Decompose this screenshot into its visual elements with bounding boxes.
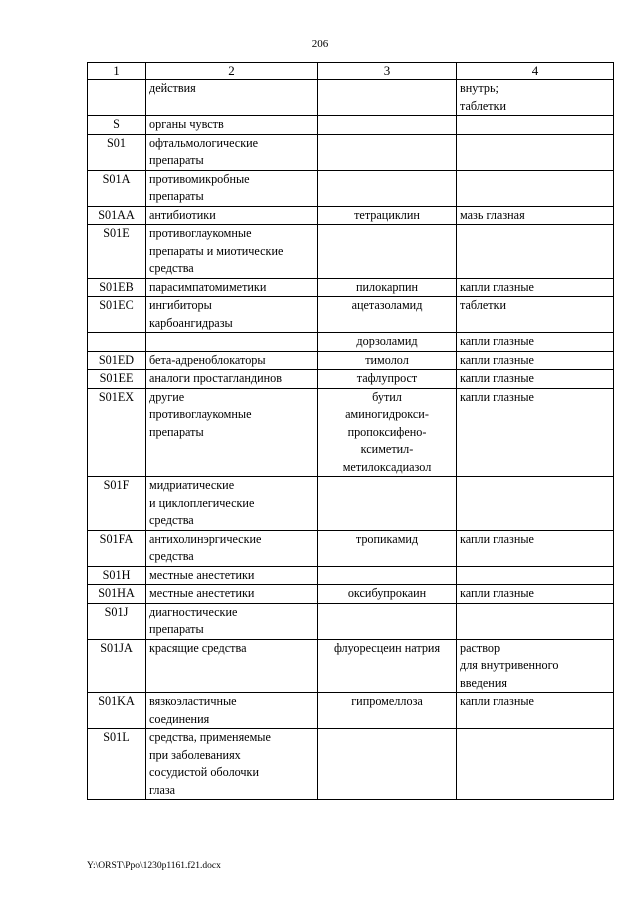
drug-name-cell: бутил аминогидрокси- пропоксифено- ксиметил- метилоксадиазол — [318, 388, 457, 477]
column-header-1: 1 — [88, 63, 146, 80]
group-name-cell: действия — [146, 80, 318, 116]
column-header-3: 3 — [318, 63, 457, 80]
atc-code-cell: S01ED — [88, 351, 146, 370]
dosage-form-cell: капли глазные — [457, 585, 614, 604]
atc-code-cell: S01JA — [88, 639, 146, 693]
group-name-cell: мидриатические и циклоплегические средства — [146, 477, 318, 531]
atc-code-cell: S01 — [88, 134, 146, 170]
table-row — [88, 477, 614, 531]
dosage-form-cell — [457, 134, 614, 170]
dosage-form-cell — [457, 170, 614, 206]
drug-name-cell — [318, 477, 457, 531]
table-row — [88, 693, 614, 729]
group-name-cell: антибиотики — [146, 206, 318, 225]
drug-name-cell — [318, 80, 457, 116]
drug-name-cell: оксибупрокаин — [318, 585, 457, 604]
group-name-cell: местные анестетики — [146, 566, 318, 585]
table-row — [88, 116, 614, 135]
dosage-form-cell: мазь глазная — [457, 206, 614, 225]
drug-name-cell — [318, 566, 457, 585]
dosage-form-cell — [457, 566, 614, 585]
dosage-form-cell: капли глазные — [457, 370, 614, 389]
group-name-cell: офтальмологические препараты — [146, 134, 318, 170]
group-name-cell: диагностические препараты — [146, 603, 318, 639]
dosage-form-cell: капли глазные — [457, 278, 614, 297]
table-row — [88, 566, 614, 585]
drug-name-cell: гипромеллоза — [318, 693, 457, 729]
atc-code-cell: S01E — [88, 225, 146, 279]
group-name-cell: органы чувств — [146, 116, 318, 135]
page-number: 206 — [311, 38, 329, 50]
group-name-cell: вязкоэластичные соединения — [146, 693, 318, 729]
dosage-form-cell — [457, 603, 614, 639]
table-row — [88, 225, 614, 279]
table-row — [88, 333, 614, 352]
drug-name-cell: флуоресцеин натрия — [318, 639, 457, 693]
dosage-form-cell: капли глазные — [457, 333, 614, 352]
table-row — [88, 530, 614, 566]
group-name-cell: парасимпатомиметики — [146, 278, 318, 297]
dosage-form-cell: капли глазные — [457, 388, 614, 477]
atc-code-cell: S01EX — [88, 388, 146, 477]
table-row — [88, 206, 614, 225]
table-row — [88, 639, 614, 693]
atc-code-cell: S01FA — [88, 530, 146, 566]
drug-name-cell: дорзоламид — [318, 333, 457, 352]
dosage-form-cell: раствор для внутривенного введения — [457, 639, 614, 693]
atc-code-cell — [88, 333, 146, 352]
atc-code-cell: S01A — [88, 170, 146, 206]
group-name-cell: другие противоглаукомные препараты — [146, 388, 318, 477]
drug-name-cell — [318, 134, 457, 170]
table-row — [88, 278, 614, 297]
group-name-cell: ингибиторы карбоангидразы — [146, 297, 318, 333]
drug-name-cell: ацетазоламид — [318, 297, 457, 333]
table-row — [88, 585, 614, 604]
table-row — [88, 134, 614, 170]
group-name-cell: антихолинэргические средства — [146, 530, 318, 566]
dosage-form-cell: таблетки — [457, 297, 614, 333]
group-name-cell: аналоги простагландинов — [146, 370, 318, 389]
table-row — [88, 80, 614, 116]
table-row — [88, 388, 614, 477]
atc-code-cell: S01KA — [88, 693, 146, 729]
dosage-form-cell: внутрь; таблетки — [457, 80, 614, 116]
drug-name-cell: тафлупрост — [318, 370, 457, 389]
group-name-cell: противоглаукомные препараты и миотические средства — [146, 225, 318, 279]
atc-code-cell: S01EC — [88, 297, 146, 333]
dosage-form-cell: капли глазные — [457, 693, 614, 729]
column-header-4: 4 — [457, 63, 614, 80]
drug-name-cell: тропикамид — [318, 530, 457, 566]
group-name-cell — [146, 333, 318, 352]
drug-name-cell — [318, 225, 457, 279]
atc-code-cell: S01HA — [88, 585, 146, 604]
group-name-cell: средства, применяемые при заболеваниях сосудистой оболочки глаза — [146, 729, 318, 800]
column-header-2: 2 — [146, 63, 318, 80]
drug-name-cell — [318, 603, 457, 639]
dosage-form-cell: капли глазные — [457, 351, 614, 370]
group-name-cell: бета-адреноблокаторы — [146, 351, 318, 370]
atc-code-cell: S01AA — [88, 206, 146, 225]
table-row — [88, 170, 614, 206]
table-row — [88, 351, 614, 370]
group-name-cell: красящие средства — [146, 639, 318, 693]
atc-code-cell: S01H — [88, 566, 146, 585]
atc-code-cell: S01J — [88, 603, 146, 639]
drug-name-cell: тимолол — [318, 351, 457, 370]
atc-code-cell: S01F — [88, 477, 146, 531]
table-body — [88, 80, 614, 800]
document-file-path: Y:\ORST\Ppo\1230p1161.f21.docx — [87, 861, 221, 871]
table-row — [88, 603, 614, 639]
drug-name-cell — [318, 170, 457, 206]
dosage-form-cell — [457, 225, 614, 279]
table-row — [88, 297, 614, 333]
dosage-form-cell — [457, 477, 614, 531]
atc-code-cell: S — [88, 116, 146, 135]
atc-code-cell — [88, 80, 146, 116]
drug-name-cell — [318, 729, 457, 800]
table-row — [88, 370, 614, 389]
group-name-cell: местные анестетики — [146, 585, 318, 604]
group-name-cell: противомикробные препараты — [146, 170, 318, 206]
dosage-form-cell — [457, 116, 614, 135]
drug-name-cell — [318, 116, 457, 135]
dosage-form-cell: капли глазные — [457, 530, 614, 566]
atc-code-cell: S01EE — [88, 370, 146, 389]
table-row — [88, 729, 614, 800]
table-header-row — [88, 63, 614, 80]
drug-classification-table — [87, 62, 614, 800]
drug-name-cell: тетрациклин — [318, 206, 457, 225]
atc-code-cell: S01EB — [88, 278, 146, 297]
dosage-form-cell — [457, 729, 614, 800]
drug-name-cell: пилокарпин — [318, 278, 457, 297]
atc-code-cell: S01L — [88, 729, 146, 800]
